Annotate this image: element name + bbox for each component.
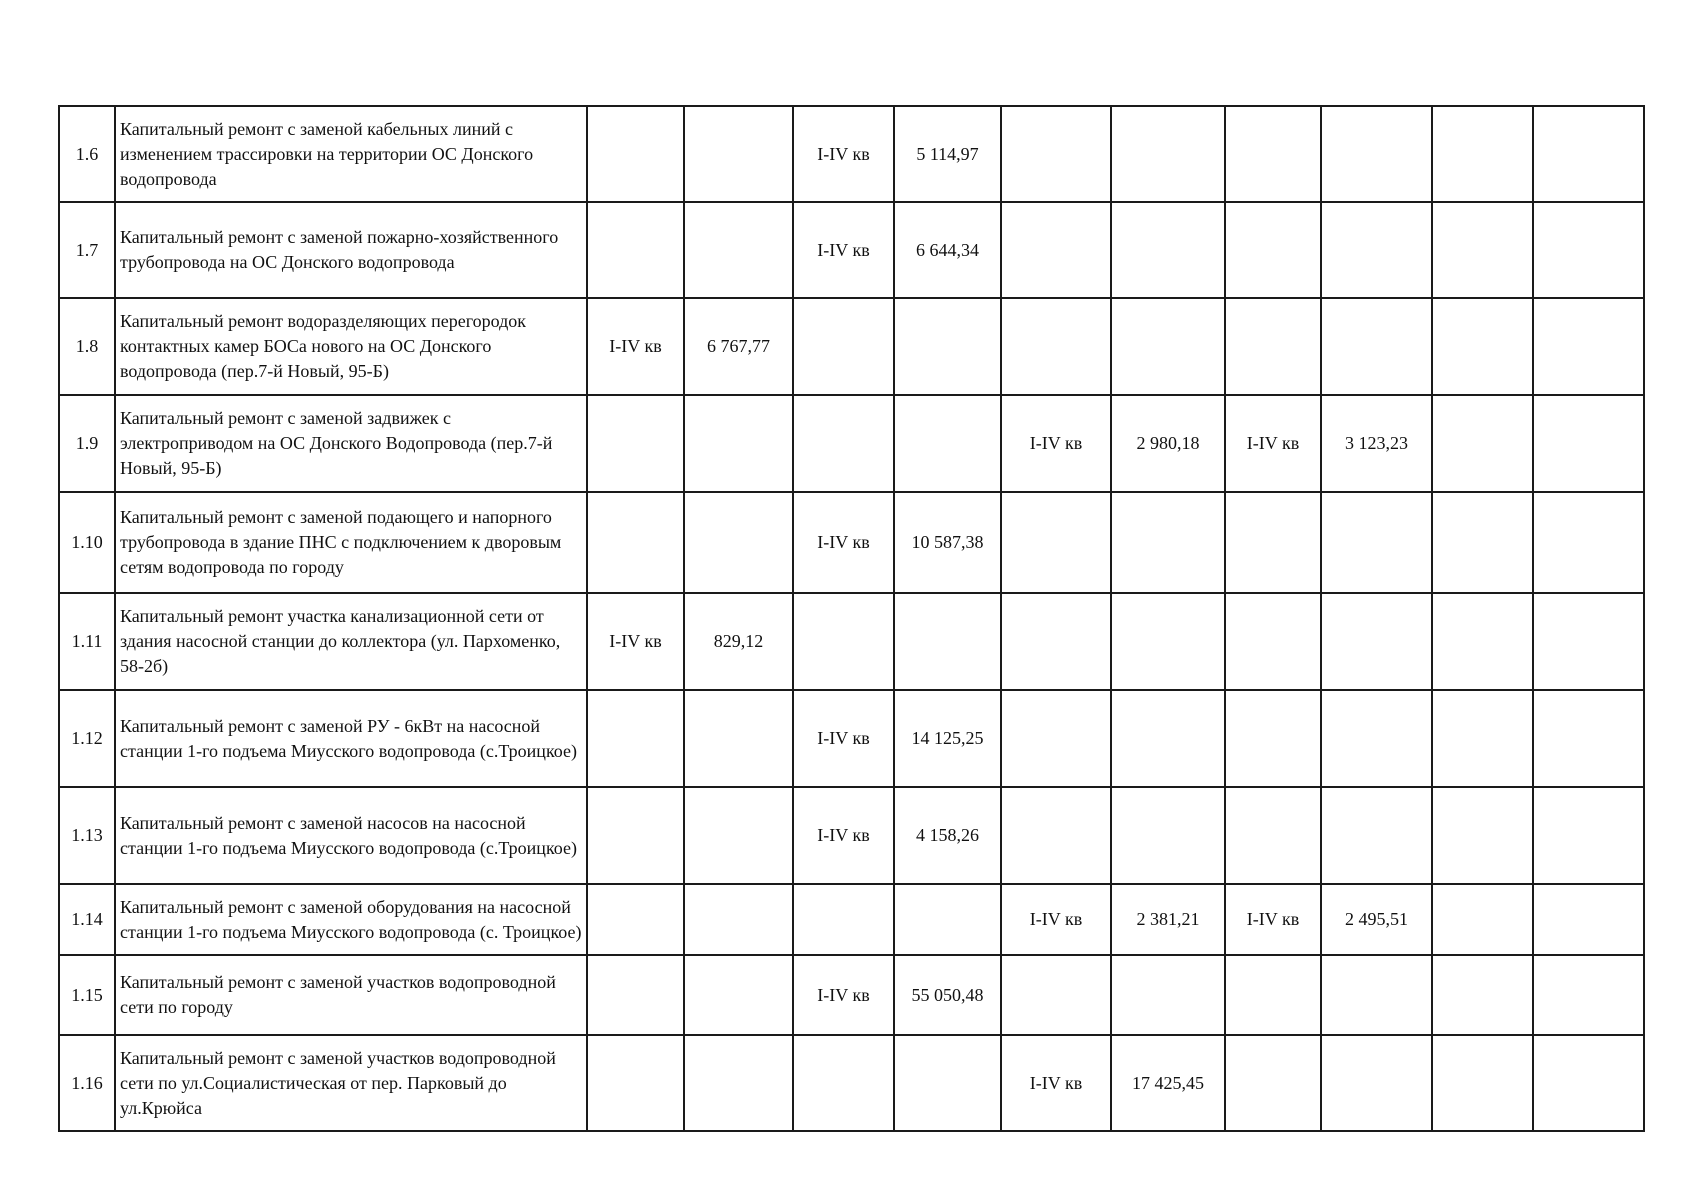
cell bbox=[793, 395, 894, 492]
cell: I-IV кв bbox=[587, 593, 684, 690]
cell bbox=[1111, 690, 1225, 787]
table-row bbox=[59, 787, 1644, 884]
cell bbox=[894, 298, 1001, 395]
cell bbox=[1321, 202, 1432, 298]
cell bbox=[1432, 690, 1533, 787]
cell bbox=[1432, 106, 1533, 202]
cell bbox=[1432, 298, 1533, 395]
table-row bbox=[59, 690, 1644, 787]
cell bbox=[1321, 955, 1432, 1035]
cell bbox=[1111, 787, 1225, 884]
cell bbox=[1432, 395, 1533, 492]
cell bbox=[1111, 106, 1225, 202]
cell bbox=[1321, 593, 1432, 690]
table-row bbox=[59, 955, 1644, 1035]
cell bbox=[684, 690, 793, 787]
work-description: Капитальный ремонт с заменой насосов на насосной станции 1-го подъема Миусского водопровода (с.Троицкое) bbox=[115, 787, 587, 884]
work-description: Капитальный ремонт с заменой участков водопроводной сети по городу bbox=[115, 955, 587, 1035]
cell bbox=[1533, 106, 1644, 202]
work-description: Капитальный ремонт участка канализационной сети от здания насосной станции до коллектора (ул. Пархоменко, 58-2б) bbox=[115, 593, 587, 690]
cell bbox=[1533, 593, 1644, 690]
cell bbox=[1225, 787, 1321, 884]
row-number: 1.11 bbox=[59, 593, 115, 690]
cell: 2 980,18 bbox=[1111, 395, 1225, 492]
cell: I-IV кв bbox=[1225, 395, 1321, 492]
cell: 6 644,34 bbox=[894, 202, 1001, 298]
cell bbox=[1225, 492, 1321, 593]
cell bbox=[1432, 787, 1533, 884]
cell: I-IV кв bbox=[793, 492, 894, 593]
cell bbox=[1225, 202, 1321, 298]
cell bbox=[684, 955, 793, 1035]
cell bbox=[1533, 690, 1644, 787]
cell bbox=[1533, 395, 1644, 492]
row-number: 1.6 bbox=[59, 106, 115, 202]
cell bbox=[1111, 593, 1225, 690]
cell bbox=[1111, 202, 1225, 298]
table-row bbox=[59, 1035, 1644, 1131]
cell bbox=[684, 884, 793, 955]
cell bbox=[1225, 955, 1321, 1035]
cell: 4 158,26 bbox=[894, 787, 1001, 884]
cell bbox=[793, 884, 894, 955]
cell bbox=[894, 395, 1001, 492]
cell bbox=[1432, 492, 1533, 593]
cell bbox=[1001, 690, 1111, 787]
cell bbox=[1321, 492, 1432, 593]
cell bbox=[587, 690, 684, 787]
cell bbox=[684, 492, 793, 593]
cell bbox=[1225, 593, 1321, 690]
cell bbox=[1225, 298, 1321, 395]
cell bbox=[1001, 106, 1111, 202]
work-description: Капитальный ремонт с заменой РУ - 6кВт на насосной станции 1-го подъема Миусского водопровода (с.Троицкое) bbox=[115, 690, 587, 787]
row-number: 1.12 bbox=[59, 690, 115, 787]
cell: 6 767,77 bbox=[684, 298, 793, 395]
cell bbox=[1321, 690, 1432, 787]
cell bbox=[684, 395, 793, 492]
cell bbox=[684, 1035, 793, 1131]
cell bbox=[684, 202, 793, 298]
cell bbox=[1001, 492, 1111, 593]
cell bbox=[587, 202, 684, 298]
table-row bbox=[59, 395, 1644, 492]
cell bbox=[684, 787, 793, 884]
cell: I-IV кв bbox=[793, 106, 894, 202]
cell bbox=[1432, 884, 1533, 955]
work-description: Капитальный ремонт с заменой оборудования на насосной станции 1-го подъема Миусского водопровода (с. Троицкое) bbox=[115, 884, 587, 955]
cell: 14 125,25 bbox=[894, 690, 1001, 787]
cell bbox=[1225, 690, 1321, 787]
cell bbox=[1111, 492, 1225, 593]
cell bbox=[1533, 884, 1644, 955]
row-number: 1.10 bbox=[59, 492, 115, 593]
work-description: Капитальный ремонт с заменой кабельных линий с изменением трассировки на территории ОС Донского водопровода bbox=[115, 106, 587, 202]
cell: 55 050,48 bbox=[894, 955, 1001, 1035]
cell bbox=[1321, 298, 1432, 395]
row-number: 1.15 bbox=[59, 955, 115, 1035]
cell bbox=[587, 106, 684, 202]
cell bbox=[587, 787, 684, 884]
cell bbox=[1001, 593, 1111, 690]
work-description: Капитальный ремонт с заменой участков водопроводной сети по ул.Социалистическая от пер. Парковый до ул.Крюйса bbox=[115, 1035, 587, 1131]
table-row bbox=[59, 593, 1644, 690]
cell bbox=[1533, 202, 1644, 298]
cell: I-IV кв bbox=[793, 955, 894, 1035]
work-description: Капитальный ремонт с заменой задвижек с электроприводом на ОС Донского Водопровода (пер.7-й Новый, 95-Б) bbox=[115, 395, 587, 492]
cell bbox=[1001, 787, 1111, 884]
row-number: 1.7 bbox=[59, 202, 115, 298]
cell: 5 114,97 bbox=[894, 106, 1001, 202]
cell: 3 123,23 bbox=[1321, 395, 1432, 492]
table-row bbox=[59, 202, 1644, 298]
row-number: 1.16 bbox=[59, 1035, 115, 1131]
cell bbox=[587, 1035, 684, 1131]
cell: I-IV кв bbox=[1225, 884, 1321, 955]
cell bbox=[1321, 1035, 1432, 1131]
cell bbox=[894, 1035, 1001, 1131]
cell: I-IV кв bbox=[793, 787, 894, 884]
cell: I-IV кв bbox=[793, 202, 894, 298]
cell bbox=[1001, 298, 1111, 395]
table-row bbox=[59, 106, 1644, 202]
cell bbox=[1432, 593, 1533, 690]
cell bbox=[1111, 955, 1225, 1035]
repair-schedule-table bbox=[58, 105, 1645, 1132]
cell: I-IV кв bbox=[587, 298, 684, 395]
cell bbox=[1533, 298, 1644, 395]
cell bbox=[1533, 955, 1644, 1035]
table-row bbox=[59, 298, 1644, 395]
cell bbox=[587, 395, 684, 492]
cell: I-IV кв bbox=[1001, 1035, 1111, 1131]
cell bbox=[1533, 492, 1644, 593]
cell bbox=[793, 593, 894, 690]
row-number: 1.9 bbox=[59, 395, 115, 492]
row-number: 1.13 bbox=[59, 787, 115, 884]
cell bbox=[1001, 955, 1111, 1035]
cell bbox=[1432, 1035, 1533, 1131]
cell bbox=[1432, 202, 1533, 298]
cell bbox=[894, 593, 1001, 690]
cell: I-IV кв bbox=[1001, 884, 1111, 955]
cell: 2 495,51 bbox=[1321, 884, 1432, 955]
cell: I-IV кв bbox=[1001, 395, 1111, 492]
cell: 17 425,45 bbox=[1111, 1035, 1225, 1131]
cell bbox=[1321, 106, 1432, 202]
cell: 10 587,38 bbox=[894, 492, 1001, 593]
table-row bbox=[59, 492, 1644, 593]
cell bbox=[1533, 787, 1644, 884]
cell bbox=[793, 1035, 894, 1131]
cell bbox=[1225, 1035, 1321, 1131]
cell bbox=[587, 884, 684, 955]
work-description: Капитальный ремонт водоразделяющих перегородок контактных камер БОСа нового на ОС Донского водопровода (пер.7-й Новый, 95-Б) bbox=[115, 298, 587, 395]
cell: 2 381,21 bbox=[1111, 884, 1225, 955]
work-description: Капитальный ремонт с заменой пожарно-хозяйственного трубопровода на ОС Донского водопровода bbox=[115, 202, 587, 298]
cell bbox=[587, 955, 684, 1035]
row-number: 1.14 bbox=[59, 884, 115, 955]
row-number: 1.8 bbox=[59, 298, 115, 395]
cell: 829,12 bbox=[684, 593, 793, 690]
cell bbox=[587, 492, 684, 593]
cell bbox=[894, 884, 1001, 955]
cell bbox=[1432, 955, 1533, 1035]
cell bbox=[1321, 787, 1432, 884]
cell bbox=[1225, 106, 1321, 202]
cell bbox=[1533, 1035, 1644, 1131]
cell bbox=[684, 106, 793, 202]
cell bbox=[1001, 202, 1111, 298]
cell bbox=[1111, 298, 1225, 395]
work-description: Капитальный ремонт с заменой подающего и напорного трубопровода в здание ПНС с подключением к дворовым сетям водопровода по городу bbox=[115, 492, 587, 593]
cell: I-IV кв bbox=[793, 690, 894, 787]
cell bbox=[793, 298, 894, 395]
table-row bbox=[59, 884, 1644, 955]
